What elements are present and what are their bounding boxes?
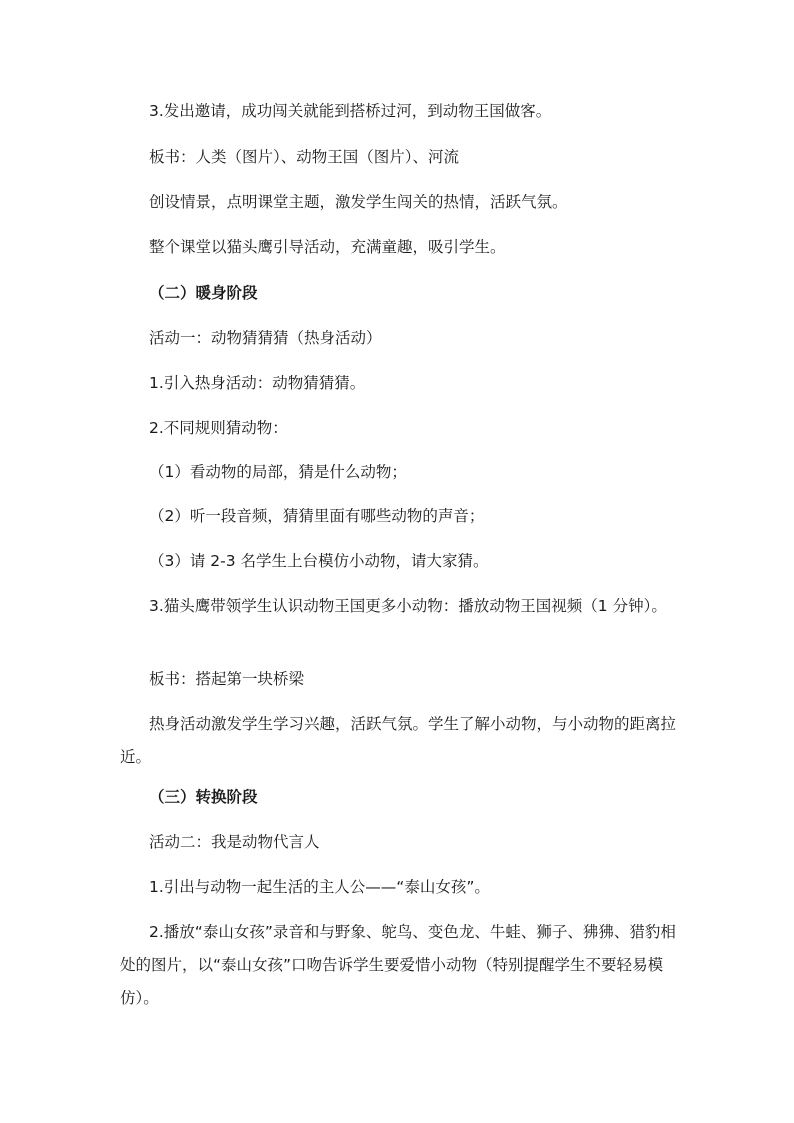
paragraph: 3.发出邀请，成功闯关就能到搭桥过河，到动物王国做客。 — [149, 102, 552, 120]
paragraph: （2）听一段音频，猜猜里面有哪些动物的声音； — [149, 507, 485, 525]
paragraph: 1.引出与动物一起生活的主人公——“泰山女孩”。 — [149, 878, 490, 896]
paragraph: 2.播放“泰山女孩”录音和与野象、鸵鸟、变色龙、牛蛙、狮子、狒狒、猎豹相处的图片，以“泰山女孩”口吻告诉学生要爱惜小动物（特别提醒学生不要轻易模仿）。 — [120, 923, 676, 1007]
paragraph: （1）看动物的局部，猜是什么动物； — [149, 463, 407, 481]
paragraph: 板书：搭起第一块桥梁 — [149, 670, 305, 688]
paragraph: 整个课堂以猫头鹰引导活动，充满童趣，吸引学生。 — [149, 238, 506, 256]
paragraph: 板书：人类（图片）、动物王国（图片）、河流 — [149, 148, 460, 166]
paragraph: 热身活动激发学生学习兴趣，活跃气氛。学生了解小动物，与小动物的距离拉近。 — [120, 715, 677, 766]
paragraph: 创设情景，点明课堂主题，激发学生闯关的热情，活跃气氛。 — [149, 193, 568, 211]
paragraph: （3）请 2-3 名学生上台模仿小动物，请大家猜。 — [149, 552, 489, 570]
section-heading: （二）暖身阶段 — [149, 284, 258, 302]
paragraph: 活动二：我是动物代言人 — [149, 833, 320, 851]
paragraph: 3.猫头鹰带领学生认识动物王国更多小动物：播放动物王国视频（1 分钟）。 — [149, 597, 667, 615]
paragraph: 2.不同规则猜动物： — [149, 419, 288, 437]
section-heading: （三）转换阶段 — [149, 788, 258, 806]
paragraph: 1.引入热身活动：动物猜猜猜。 — [149, 374, 366, 392]
paragraph: 活动一：动物猜猜猜（热身活动） — [149, 329, 382, 347]
